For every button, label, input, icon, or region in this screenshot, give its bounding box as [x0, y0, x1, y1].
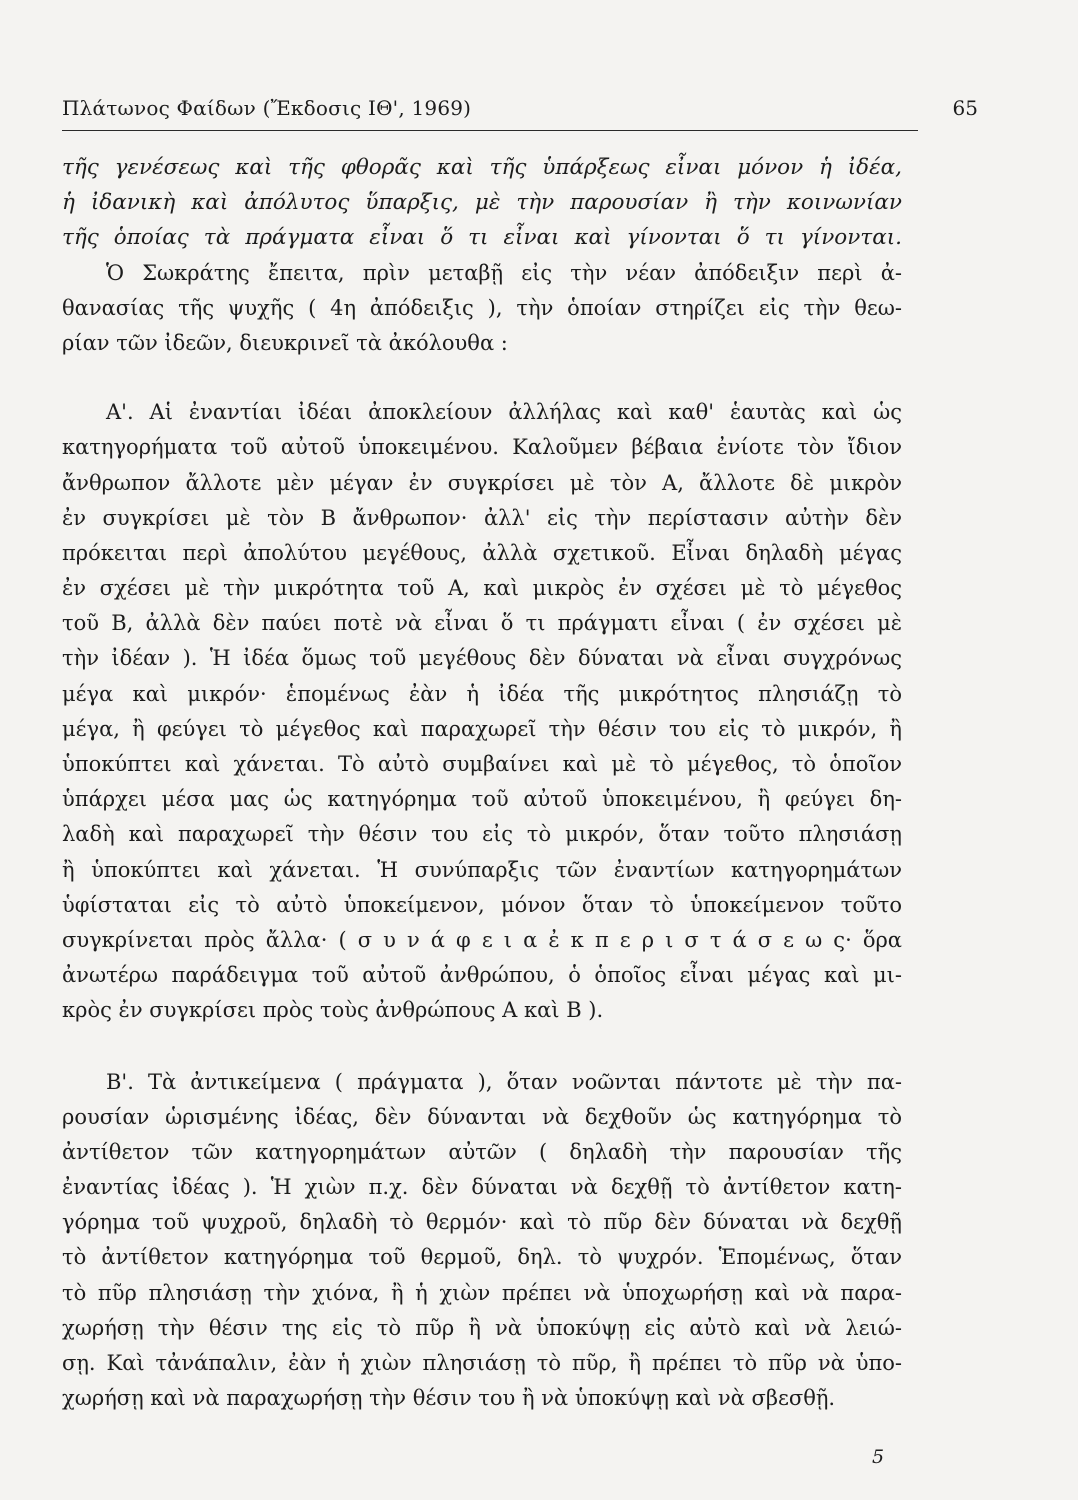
text-line: τῆς γενέσεως καὶ τῆς φθορᾶς καὶ τῆς ὑπάρξεως εἶναι μόνον ἡ ἰδέα,: [62, 155, 902, 180]
text-line: ἀνωτέρω παράδειγμα τοῦ αὐτοῦ ἀνθρώπου, ὁ ὁποῖος εἶναι μέγας καὶ μι-: [62, 963, 902, 988]
text-line: ἡ ἰδανικὴ καὶ ἀπόλυτος ὕπαρξις, μὲ τὴν παρουσίαν ἢ τὴν κοινωνίαν: [62, 190, 902, 216]
text-line: λαδὴ καὶ παραχωρεῖ τὴν θέσιν του εἰς τὸ μικρόν, ὅταν τοῦτο πλησιάσῃ: [62, 822, 902, 847]
text-line: ἐν σχέσει μὲ τὴν μικρότητα τοῦ Α, καὶ μικρὸς ἐν σχέσει μὲ τὸ μέγεθος: [62, 576, 902, 601]
text-line: ἐναντίας ἰδέας ). Ἡ χιὼν π.χ. δὲν δύναται νὰ δεχθῇ τὸ ἀντίθετον κατη-: [62, 1175, 902, 1200]
text-line: ἢ ὑποκύπτει καὶ χάνεται. Ἡ συνύπαρξις τῶν ἐναντίων κατηγορημάτων: [62, 857, 902, 882]
running-header: [62, 96, 978, 131]
intro-paragraph: [62, 256, 902, 362]
text-line: Β'. Τὰ ἀντικείμενα ( πράγματα ), ὅταν νοῶνται πάντοτε μὲ τὴν πα-: [106, 1069, 902, 1094]
text-line: γόρημα τοῦ ψυχροῦ, δηλαδὴ τὸ θερμόν· καὶ τὸ πῦρ δὲν δύναται νὰ δεχθῇ: [62, 1210, 902, 1235]
text-line: τὸ ἀντίθετον κατηγόρημα τοῦ θερμοῦ, δηλ. τὸ ψυχρόν. Ἑπομένως, ὅταν: [62, 1245, 902, 1270]
text-line: τῆς ὁποίας τὰ πράγματα εἶναι ὅ τι εἶναι καὶ γίνονται ὅ τι γίνονται.: [62, 225, 902, 251]
text-line: μέγα καὶ μικρόν· ἑπομένως ἐὰν ἡ ἰδέα τῆς μικρότητος πλησιάζῃ τὸ: [62, 681, 902, 706]
text-line: θανασίας τῆς ψυχῆς ( 4η ἀπόδειξις ), τὴν ὁποίαν στηρίζει εἰς τὴν θεω-: [62, 295, 902, 320]
text-line: χωρήσῃ τὴν θέσιν της εἰς τὸ πῦρ ἢ νὰ ὑποκύψῃ εἰς αὐτὸ καὶ νὰ λειώ-: [62, 1315, 902, 1340]
text-line: ρίαν τῶν ἰδεῶν, διευκρινεῖ τὰ ἀκόλουθα :: [62, 330, 508, 355]
text-line: πρόκειται περὶ ἀπολύτου μεγέθους, ἀλλὰ σχετικοῦ. Εἶναι δηλαδὴ μέγας: [62, 540, 902, 565]
intro-italic-paragraph: [62, 150, 902, 256]
text-line: ἄνθρωπον ἄλλοτε μὲν μέγαν ἐν συγκρίσει μὲ τὸν Α, ἄλλοτε δὲ μικρὸν: [62, 470, 902, 495]
text-line: τὴν ἰδέαν ). Ἡ ἰδέα ὅμως τοῦ μεγέθους δὲν δύναται νὰ εἶναι συγχρόνως: [62, 646, 902, 671]
page-number: 65: [952, 96, 978, 120]
text-line: ἀντίθετον τῶν κατηγορημάτων αὐτῶν ( δηλαδὴ τὴν παρουσίαν τῆς: [62, 1139, 902, 1164]
text-line: χωρήσῃ καὶ νὰ παραχωρήσῃ τὴν θέσιν του ἢ νὰ ὑποκύψῃ καὶ νὰ σβεσθῇ.: [62, 1386, 836, 1411]
text-line: τοῦ Β, ἀλλὰ δὲν παύει ποτὲ νὰ εἶναι ὅ τι πράγματι εἶναι ( ἐν σχέσει μὲ: [62, 611, 902, 636]
text-line: μέγα, ἢ φεύγει τὸ μέγεθος καὶ παραχωρεῖ τὴν θέσιν του εἰς τὸ μικρόν, ἢ: [62, 716, 902, 741]
text-line: τὸ πῦρ πλησιάσῃ τὴν χιόνα, ἢ ἡ χιὼν πρέπει νὰ ὑποχωρήσῃ καὶ νὰ παρα-: [62, 1280, 902, 1305]
text-line: ἐν συγκρίσει μὲ τὸν Β ἄνθρωπον· ἀλλ' εἰς τὴν περίστασιν αὐτὴν δὲν: [62, 505, 902, 530]
text-line: κρὸς ἐν συγκρίσει πρὸς τοὺς ἀνθρώπους Α καὶ Β ).: [62, 998, 604, 1023]
text-line: ρουσίαν ὡρισμένης ἰδέας, δὲν δύνανται νὰ δεχθοῦν ὡς κατηγόρημα τὸ: [62, 1104, 902, 1129]
text-line: Ὁ Σωκράτης ἔπειτα, πρὶν μεταβῇ εἰς τὴν νέαν ἀπόδειξιν περὶ ἀ-: [106, 260, 902, 285]
text-line: ὑπάρχει μέσα μας ὡς κατηγόρημα τοῦ αὐτοῦ ὑποκειμένου, ἢ φεύγει δη-: [62, 787, 902, 812]
page-body: [62, 150, 902, 1416]
section-a-paragraph: [62, 395, 902, 1028]
text-line: συγκρίνεται πρὸς ἄλλα· ( σ υ ν ά φ ε ι α ἐ κ π ε ρ ι σ τ ά σ ε ω ς· ὅρα: [62, 927, 902, 952]
text-line: ὑποκύπτει καὶ χάνεται. Τὸ αὐτὸ συμβαίνει καὶ μὲ τὸ μέγεθος, τὸ ὁποῖον: [62, 752, 902, 776]
text-line: σῃ. Καὶ τἀνάπαλιν, ἐὰν ἡ χιὼν πλησιάσῃ τὸ πῦρ, ἢ πρέπει τὸ πῦρ νὰ ὑπο-: [62, 1351, 902, 1375]
text-line: ὑφίσταται εἰς τὸ αὐτὸ ὑποκείμενον, μόνον ὅταν τὸ ὑποκείμενον τοῦτο: [62, 892, 902, 917]
section-b-paragraph: [62, 1065, 902, 1417]
text-line: Α'. Αἱ ἐναντίαι ἰδέαι ἀποκλείουν ἀλλήλας καὶ καθ' ἑαυτὰς καὶ ὡς: [106, 400, 902, 425]
printer-signature-mark: 5: [872, 1446, 885, 1468]
text-line: κατηγορήματα τοῦ αὐτοῦ ὑποκειμένου. Καλοῦμεν βέβαια ἐνίοτε τὸν ἴδιον: [62, 435, 902, 460]
running-title: Πλάτωνος Φαίδων (Ἔκδοσις ΙΘ', 1969): [62, 96, 472, 120]
